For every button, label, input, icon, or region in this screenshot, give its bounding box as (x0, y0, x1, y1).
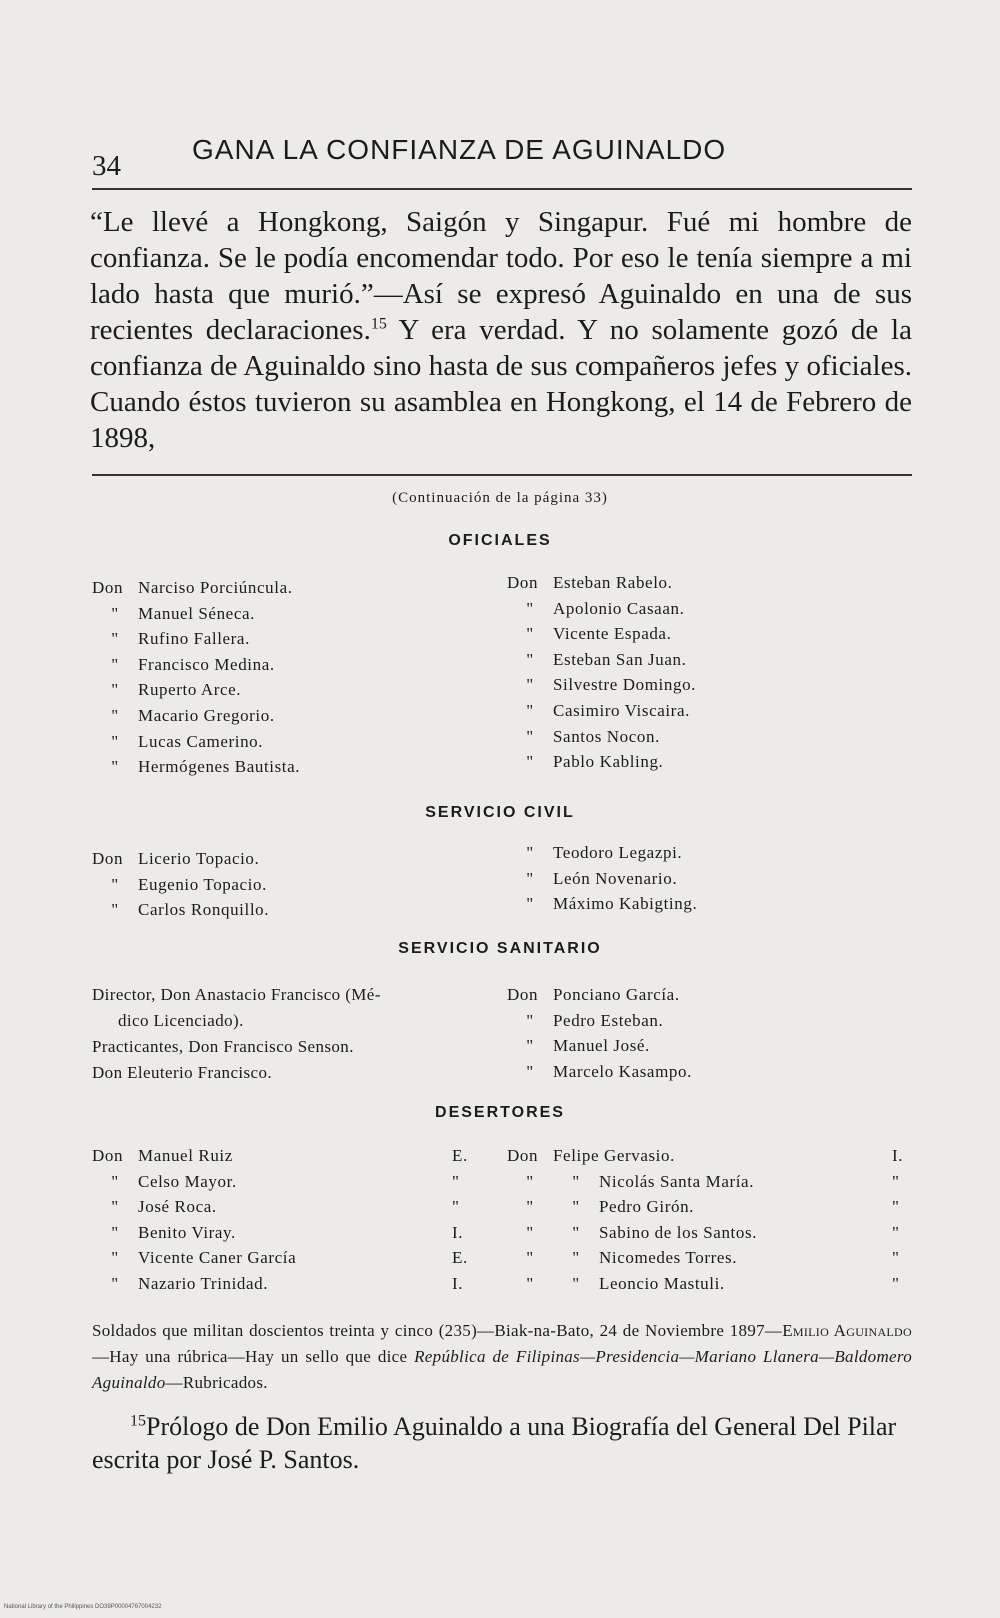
body-paragraph (90, 204, 912, 456)
deserter-row (507, 1220, 907, 1246)
name-prefix: " (111, 629, 119, 649)
name-prefix: " (526, 700, 534, 720)
ditto-mark: " (526, 1171, 534, 1191)
desertores-heading: DESERTORES (435, 1104, 565, 1121)
name-prefix: " (526, 1010, 534, 1030)
list-item (507, 749, 696, 775)
deserter-mark: I. (452, 1273, 464, 1293)
body-text-part1: “Le llevé a Hongkong, Saigón y Singapur. Fué mi hombre de confianza. Se le podía encomendar todo. Por eso le tenía siempre a mi lado hasta que murió.”—Así se expresó Aguinaldo en una de sus recientes declaraciones. (90, 206, 912, 346)
list-item (507, 982, 692, 1008)
ditto-mark: " (526, 1273, 534, 1293)
list-item (92, 626, 300, 652)
name-prefix: " (526, 843, 534, 862)
body-text-part2: Y era verdad. Y no solamente gozó de la confianza de Aguinaldo sino hasta de sus compañeros jefes y oficiales. Cuando éstos tuvieron su asamblea en Hongkong, el 14 de Febrero de 1898, (90, 314, 912, 454)
name-prefix: " (526, 894, 534, 914)
person-name: Santos Nocon. (553, 726, 660, 746)
servicio-sanitario-right-list (507, 982, 692, 1084)
person-name: Nazario Trinidad. (138, 1273, 269, 1293)
name-prefix: " (111, 1248, 119, 1268)
list-item (92, 652, 300, 678)
deserter-row (92, 1220, 492, 1246)
person-name: Licerio Topacio. (138, 849, 260, 868)
list-item (507, 891, 697, 917)
oficiales-left-list (92, 575, 300, 780)
servicio-civil-right-list (507, 840, 697, 917)
name-prefix: " (111, 757, 119, 777)
footnote-marker: 15 (130, 1412, 146, 1430)
name-prefix: Don (92, 1146, 124, 1165)
person-name: Sabino de los Santos. (599, 1222, 758, 1242)
person-name: Esteban San Juan. (553, 649, 687, 669)
ditto-mark: " (526, 1222, 534, 1242)
list-item (92, 601, 300, 627)
list-item (507, 840, 697, 866)
header-rule (92, 188, 912, 190)
list-item (92, 754, 300, 780)
deserter-row (507, 1194, 907, 1220)
person-name: Francisco Medina. (138, 654, 275, 674)
sanitario-line: Director, Don Anastacio Francisco (Mé- (92, 985, 381, 1004)
deserter-row (92, 1245, 492, 1271)
person-name: Leoncio Mastuli. (599, 1273, 725, 1293)
person-name: Benito Viray. (138, 1222, 236, 1242)
name-prefix: " (526, 598, 534, 618)
list-item (92, 575, 300, 601)
sanitario-line: Practicantes, Don Francisco Senson. (92, 1037, 354, 1056)
body-rule (92, 474, 912, 476)
deserter-mark: " (892, 1197, 900, 1217)
person-name: Ruperto Arce. (138, 680, 242, 700)
name-prefix: " (111, 680, 119, 700)
deserter-row (92, 1169, 492, 1195)
name-prefix: Don (507, 1146, 539, 1165)
person-name: Pedro Girón. (599, 1197, 695, 1217)
list-item (507, 724, 696, 750)
name-prefix: Don (92, 849, 124, 868)
deserter-row (507, 1143, 907, 1169)
list-item (92, 729, 300, 755)
name-prefix: " (111, 874, 119, 894)
name-prefix: " (111, 705, 119, 725)
list-item (507, 866, 697, 892)
deserter-mark: " (892, 1222, 900, 1242)
person-name: Vicente Espada. (553, 624, 672, 644)
person-name: Pablo Kabling. (553, 752, 664, 772)
continuation-note: (Continuación de la página 33) (392, 490, 608, 506)
page-header (92, 128, 912, 188)
list-item (92, 703, 300, 729)
person-name: Nicolás Santa María. (599, 1171, 755, 1191)
name-prefix: " (572, 1222, 580, 1242)
person-name: Casimiro Viscaira. (553, 700, 690, 720)
name-prefix: Don (507, 985, 539, 1004)
person-name: Apolonio Casaan. (553, 598, 685, 618)
person-name: Macario Gregorio. (138, 705, 275, 725)
closing-signer: Emilio Aguinaldo (782, 1321, 912, 1340)
person-name: José Roca. (138, 1197, 217, 1217)
person-name: Vicente Caner García (138, 1248, 297, 1268)
name-prefix: " (526, 868, 534, 888)
page-number: 34 (92, 150, 121, 182)
list-item (507, 647, 696, 673)
person-name: León Novenario. (553, 868, 678, 888)
name-prefix: Don (507, 573, 539, 592)
name-prefix: " (526, 624, 534, 644)
footnote (92, 1410, 912, 1476)
deserter-row (92, 1143, 492, 1169)
person-name: Pedro Esteban. (553, 1010, 664, 1030)
deserter-mark: " (452, 1171, 460, 1191)
footnote-text: Prólogo de Don Emilio Aguinaldo a una Biografía del General Del Pilar escrita por José P. Santos. (92, 1412, 897, 1474)
sanitario-line: dico Licenciado). (118, 1011, 244, 1030)
list-item (507, 1008, 692, 1034)
running-title: GANA LA CONFIANZA DE AGUINALDO (192, 134, 727, 165)
name-prefix: " (526, 1061, 534, 1081)
person-name: Eugenio Topacio. (138, 874, 267, 894)
ditto-mark: " (526, 1197, 534, 1217)
sanitario-line: Don Eleuterio Francisco. (92, 1063, 273, 1082)
person-name: Teodoro Legazpi. (553, 843, 683, 862)
list-item (507, 596, 696, 622)
closing-text: —Rubricados. (165, 1373, 268, 1392)
person-name: Marcelo Kasampo. (553, 1061, 692, 1081)
name-prefix: " (111, 1171, 119, 1191)
deserter-row (507, 1169, 907, 1195)
ditto-mark: " (526, 1248, 534, 1268)
person-name: Silvestre Domingo. (553, 675, 697, 695)
name-prefix: " (526, 675, 534, 695)
name-prefix: " (526, 752, 534, 772)
deserter-row (507, 1271, 907, 1297)
name-prefix: " (111, 731, 119, 751)
person-name: Celso Mayor. (138, 1171, 237, 1191)
deserter-mark: " (892, 1171, 900, 1191)
name-prefix: " (572, 1197, 580, 1217)
name-prefix: " (572, 1171, 580, 1191)
name-prefix: " (111, 900, 119, 920)
deserter-mark: " (892, 1248, 900, 1268)
person-name: Felipe Gervasio. (553, 1146, 675, 1165)
desertores-right-list (507, 1143, 907, 1297)
name-prefix: " (526, 649, 534, 669)
oficiales-right-list (507, 570, 696, 775)
library-credit: National Library of the Philippines DO39P00004767004232 (4, 1604, 162, 1610)
footnote-reference: 15 (370, 315, 387, 333)
name-prefix: " (111, 1197, 119, 1217)
servicio-sanitario-left-text (92, 982, 477, 1086)
closing-paragraph (92, 1318, 912, 1396)
servicio-civil-left-list (92, 846, 269, 923)
person-name: Esteban Rabelo. (553, 573, 673, 592)
deserter-row (92, 1271, 492, 1297)
deserter-mark: E. (452, 1248, 468, 1268)
person-name: Carlos Ronquillo. (138, 900, 270, 920)
list-item (507, 1033, 692, 1059)
person-name: Narciso Porciúncula. (138, 578, 293, 597)
person-name: Manuel Ruiz (138, 1146, 233, 1165)
oficiales-heading: OFICIALES (448, 532, 552, 549)
name-prefix: " (572, 1248, 580, 1268)
name-prefix: " (111, 1222, 119, 1242)
person-name: Nicomedes Torres. (599, 1248, 738, 1268)
person-name: Lucas Camerino. (138, 731, 264, 751)
servicio-civil-heading: SERVICIO CIVIL (425, 804, 575, 821)
person-name: Máximo Kabigting. (553, 894, 698, 914)
desertores-left-list (92, 1143, 492, 1297)
name-prefix: " (111, 603, 119, 623)
person-name: Ponciano García. (553, 985, 680, 1004)
list-item (507, 672, 696, 698)
deserter-mark: " (452, 1197, 460, 1217)
name-prefix: " (111, 1273, 119, 1293)
person-name: Manuel Séneca. (138, 603, 255, 623)
closing-seal-text: República de Filipinas—Presidencia—Mariano Llanera—Baldomero Aguinaldo (92, 1347, 912, 1392)
person-name: Hermógenes Bautista. (138, 757, 301, 777)
name-prefix: " (526, 1036, 534, 1056)
person-name: Manuel José. (553, 1036, 650, 1056)
list-item (92, 846, 269, 872)
list-item (507, 621, 696, 647)
list-item (92, 872, 269, 898)
list-item (507, 1059, 692, 1085)
closing-text: —Hay una rúbrica—Hay un sello que dice (92, 1347, 415, 1366)
list-item (92, 897, 269, 923)
deserter-row (507, 1245, 907, 1271)
deserter-row (92, 1194, 492, 1220)
list-item (507, 570, 696, 596)
deserter-mark: I. (892, 1146, 904, 1165)
servicio-sanitario-heading: SERVICIO SANITARIO (398, 940, 602, 957)
name-prefix: " (572, 1273, 580, 1293)
deserter-mark: I. (452, 1222, 464, 1242)
closing-text: Soldados que militan doscientos treinta y cinco (235)—Biak-na-Bato, 24 de Noviembre 1897— (92, 1321, 783, 1340)
list-item (507, 698, 696, 724)
name-prefix: " (526, 726, 534, 746)
deserter-mark: E. (452, 1146, 468, 1165)
name-prefix: Don (92, 578, 124, 597)
person-name: Rufino Fallera. (138, 629, 250, 649)
name-prefix: " (111, 654, 119, 674)
deserter-mark: " (892, 1273, 900, 1293)
list-item (92, 677, 300, 703)
